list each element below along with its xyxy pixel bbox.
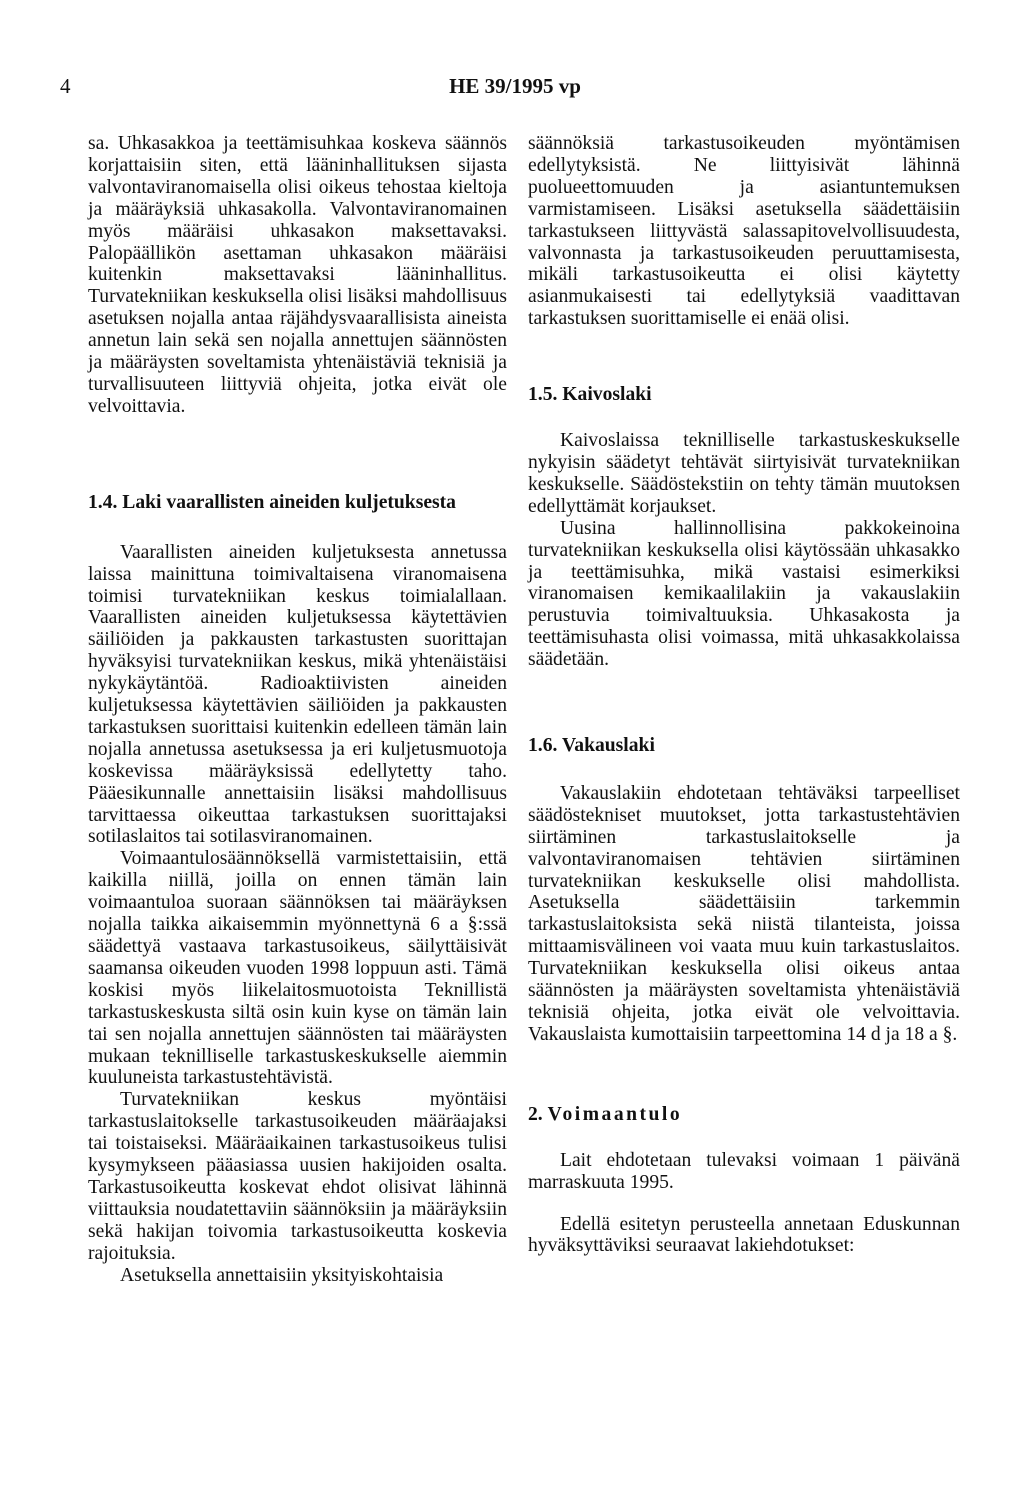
section-number: 2. bbox=[528, 1103, 543, 1125]
paragraph: Vaarallisten aineiden kuljetuksesta annetussa laissa mainittuna toimivaltaisena viranomaisena toimisi turvatekniikan keskus toimialallaan. Vaarallisten aineiden kuljetuksessa käytettävien säiliöiden ja pakkausten tarkastusten suorittajan hyväksyisi turvatekniikan keskus, mikä yhtenäistäisi nykykäytäntöä. Radioaktiivisten aineiden kuljetuksessa käytettävien säiliöiden ja pakkausten tarkastuksen suorittaisi kuitenkin edelleen tämän lain nojalla annetussa asetuksessa ja eri kuljetusmuotoja koskevissa määräyksissä edellytetty taho. Pääesikunnalle annettaisiin lisäksi mahdollisuus tarvittaessa oikeuttaa tarkastuksen suorittajaksi sotilaslaitos tai sotilasviranomainen. bbox=[88, 541, 507, 848]
document-id: HE 39/1995 vp bbox=[449, 74, 581, 98]
paragraph: Voimaantulosäännöksellä varmistettaisiin, että kaikilla niillä, joilla on ennen tämän lain voimaantuloa suoraan säännöksen tai määräyksen nojalla taikka aikaisemmin myönnettynä 6 a §:ssä säädettyä vastaava tarkastusoikeus, säilyttäisivät saamansa oikeuden vuoden 1998 loppuun asti. Tämä koskisi myös liikelaitosmuotoista Teknillistä tarkastuskeskusta siltä osin kuin kyse on tämän lain tai sen nojalla annettujen säännösten tai määräysten mukaan teknilliselle tarkastuskeskukselle aiemmin kuuluneista tarkastustehtävistä. bbox=[88, 848, 507, 1089]
section-title: Laki vaarallisten aineiden kuljetuksesta bbox=[122, 491, 456, 513]
section-heading-1-5 bbox=[528, 384, 960, 406]
section-heading-2 bbox=[528, 1104, 960, 1126]
paragraph: Uusina hallinnollisina pakkokeinoina turvatekniikan keskuksella olisi käytössään uhkasakko ja teettämisuhka, mikä vastaisi esimerkiksi viranomaisen kemikaalilakiin ja vakauslakiin perustuvia toimivaltuuksia. Uhkasakosta ja teettämisuhasta olisi voimassa, mitä uhkasakkolaissa säädetään. bbox=[528, 517, 960, 671]
section-number: 1.4. bbox=[88, 491, 118, 513]
right-column bbox=[528, 133, 960, 1257]
section-title: Vakauslaki bbox=[561, 735, 655, 757]
section-title: Voimaantulo bbox=[547, 1103, 683, 1125]
left-column bbox=[88, 133, 507, 1287]
paragraph: Edellä esitetyn perusteella annetaan Eduskunnan hyväksyttäviksi seuraavat lakiehdotukset: bbox=[528, 1213, 960, 1257]
paragraph: Kaivoslaissa teknilliselle tarkastuskeskukselle nykyisin säädetyt tehtävät siirtyisivät turvatekniikan keskukselle. Säädöstekstiin on tehty tämän muutoksen edellyttämät korjaukset. bbox=[528, 430, 960, 517]
paragraph: Lait ehdotetaan tulevaksi voimaan 1 päivänä marraskuuta 1995. bbox=[528, 1149, 960, 1193]
paragraph: Turvatekniikan keskus myöntäisi tarkastuslaitokselle tarkastusoikeuden määräajaksi tai toistaiseksi. Määräaikainen tarkastusoikeus tulisi kysymykseen pääasiassa uusien hakijoiden osalta. Tarkastusoikeutta koskevat ehdot olisivat lähinnä viittauksia noudatettaviin säännöksiin ja määräyksiin sekä hakijan toivomia tarkastusoikeutta koskevia rajoituksia. bbox=[88, 1089, 507, 1264]
paragraph: Asetuksella annettaisiin yksityiskohtaisia bbox=[120, 1264, 444, 1286]
section-title: Kaivoslaki bbox=[562, 384, 652, 406]
page-header bbox=[60, 74, 970, 104]
section-heading-1-6 bbox=[528, 735, 960, 757]
section-heading-1-4 bbox=[88, 492, 507, 514]
section-number: 1.5. bbox=[528, 384, 558, 406]
paragraph: sa. Uhkasakkoa ja teettämisuhkaa koskeva säännös korjattaisiin siten, että lääninhallituksen sijasta valvontaviranomaisella olisi oikeus tehostaa kieltoja ja määräyksiä uhkasakolla. Valvontaviranomainen myös määräisi uhkasakon maksettavaksi. Palopäällikön asettaman uhkasakon määräisi kuitenkin maksettavaksi lääninhallitus. Turvatekniikan keskuksella olisi lisäksi mahdollisuus asetuksen nojalla antaa räjähdysvaarallisista aineista annetun lain sekä sen nojalla annettujen säännösten ja määräysten soveltamista yhtenäistäviä teknisiä ja turvallisuuteen liittyviä ohjeita, jotka eivät ole velvoittavia. bbox=[88, 133, 507, 417]
paragraph: säännöksiä tarkastusoikeuden myöntämisen edellytyksistä. Ne liittyisivät lähinnä puolueettomuuden ja asiantuntemuksen varmistamiseen. Lisäksi asetuksella säädettäisiin tarkastukseen liittyvästä salassapitovelvollisuudesta, valvonnasta ja tarkastusoikeuden peruuttamisesta, mikäli tarkastusoikeutta ei olisi käytetty asianmukaisesti tai edellytyksiä vaadittavan tarkastuksen suorittamiselle ei enää olisi. bbox=[528, 133, 960, 330]
paragraph: Vakauslakiin ehdotetaan tehtäväksi tarpeelliset säädöstekniset muutokset, jotta tarkastustehtävien siirtäminen tarkastuslaitokselle ja valvontaviranomaisen tehtävien siirtäminen turvatekniikan keskukselle olisi mahdollista. Asetuksella säädettäisiin tarkemmin tarkastuslaitoksista sekä niistä tilanteista, joissa mittaamisvälineen voi vaata muu kuin tarkastuslaitos. Turvatekniikan keskuksella olisi oikeus antaa säännösten ja määräysten soveltamista yhtenäistäviä teknisiä ohjeita, jotka eivät ole velvoittavia. Vakauslaista kumottaisiin tarpeettomina 14 d ja 18 a §. bbox=[528, 782, 960, 1045]
page-number: 4 bbox=[60, 74, 71, 98]
section-number: 1.6. bbox=[528, 735, 558, 757]
